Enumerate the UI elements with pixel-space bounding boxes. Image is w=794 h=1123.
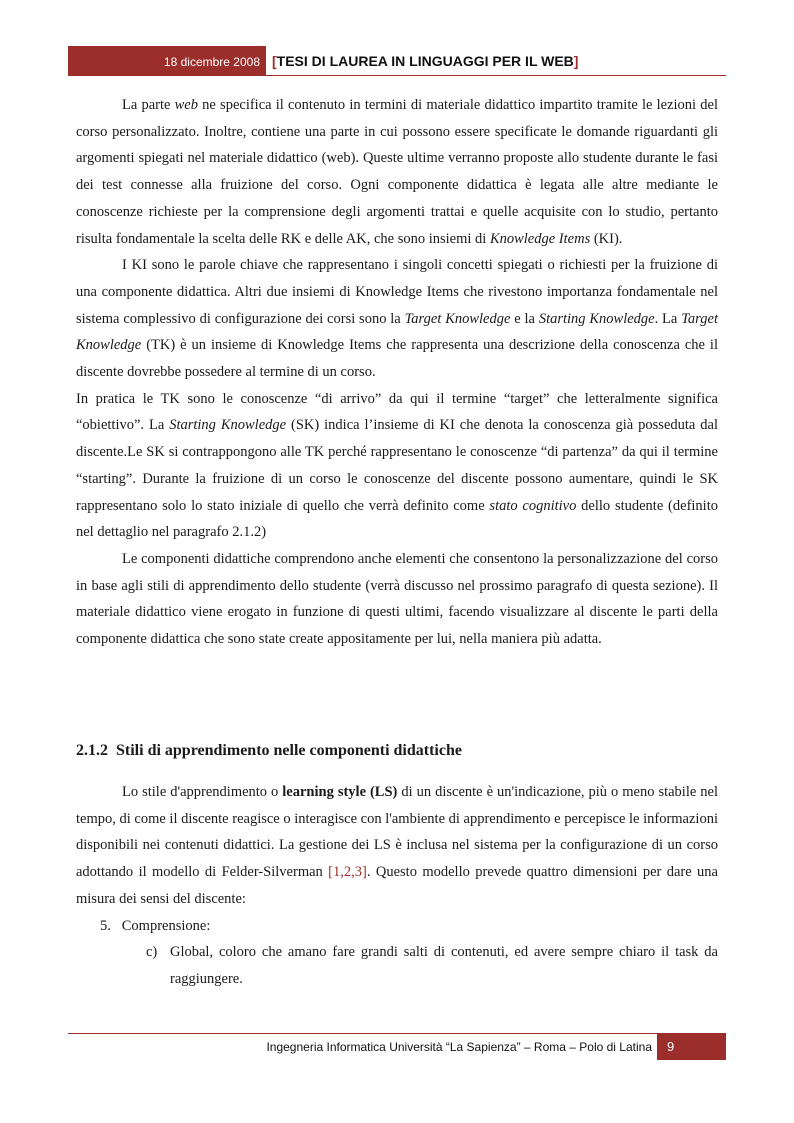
text-run: . La bbox=[654, 310, 682, 327]
sub-list-label: c) bbox=[146, 944, 158, 961]
header-bracket-close: ] bbox=[573, 53, 579, 69]
italic-run: web bbox=[174, 97, 198, 113]
citation-link[interactable]: [1,2,3] bbox=[328, 864, 367, 881]
italic-run: Knowledge Items bbox=[489, 230, 591, 247]
section-heading bbox=[76, 742, 462, 760]
text-run: (TK) è un insieme di Knowledge Items che rappresenta una descrizione della conoscenza che il discente dovrebbe possedere al termine di un corso. bbox=[76, 337, 718, 381]
text-run: di un discente è un'indicazione, più o meno stabile nel tempo, di come il discente reagisce o interagisce con l'ambiente di apprendimento e percepisce le informazioni disponibili nei contenuti didattici. La gestione dei LS è inclusa nel sistema per la configurazione di un corso adottando il modello di Felder-Silverman bbox=[76, 784, 718, 881]
paragraph-ki bbox=[76, 252, 718, 386]
list-item bbox=[76, 913, 718, 940]
paragraph-componenti: Le componenti didattiche comprendono anche elementi che consentono la personalizzazione del corso in base agli stili di apprendimento dello studente (verrà discusso nel prossimo paragrafo di questa sezione). Il materiale didattico viene erogato in funzione di questi ultimi, facendo visualizzare al discente le parti della componente didattica che sono state create appositamente per lui, nella maniera più adatta. bbox=[76, 550, 718, 648]
header-title-text: TESI DI LAUREA IN LINGUAGGI PER IL WEB bbox=[276, 53, 574, 69]
italic-run: Starting Knowledge bbox=[538, 310, 655, 327]
italic-run: Target Knowledge bbox=[76, 310, 718, 354]
list-item-number: 5. bbox=[100, 917, 111, 934]
header-rule bbox=[266, 75, 726, 76]
paragraph-web bbox=[76, 92, 718, 252]
section-number: 2.1.2 bbox=[76, 742, 108, 759]
header-title bbox=[272, 53, 578, 69]
list-item-text: Comprensione: bbox=[121, 917, 211, 934]
text-run: ne specifica il contenuto in termini di materiale didattico impartito tramite le lezioni del corso personalizzato. Inoltre, contiene una parte in cui possono essere specificate le domande riguardanti gli argomenti spiegati nel materiale didattico (web). Queste ultime verranno proposte allo studente durante le fasi dei test connesse alla fruizione del corso. Ogni componente didattica è legata alle altre mediante le conoscenze richieste per la comprensione degli argomenti trattai e quelle acquisite con lo studio, pertanto risulta fondamentale la scelta delle RK e delle AK, che sono insiemi di bbox=[76, 97, 718, 247]
text-run: (SK) indica l’insieme di KI che denota la conoscenza già posseduta dal discente.Le SK si contrappongono alle TK perché rappresentano le conoscenze “di partenza” da qui il termine “starting”. Durante la fruizione di un corso le conoscenze del discente possono aumentare, quindi le SK rappresentano solo lo stato iniziale di quello che verrà definito come bbox=[76, 417, 718, 514]
sub-list-text: Global, coloro che amano fare grandi salti di contenuti, ed avere sempre chiaro il task da raggiungere. bbox=[170, 944, 718, 987]
sub-list-item bbox=[76, 939, 718, 992]
text-run: Lo stile d'apprendimento o bbox=[122, 784, 283, 800]
bold-run: learning style (LS) bbox=[282, 784, 398, 800]
body-text-2 bbox=[76, 779, 718, 993]
header-date: 18 dicembre 2008 bbox=[163, 55, 260, 69]
italic-run: Starting Knowledge bbox=[169, 417, 287, 434]
text-run: (KI). bbox=[590, 230, 623, 247]
text-run: e la bbox=[510, 310, 539, 327]
text-run: I KI sono le parole chiave che rappresentano i singoli concetti spiegati o richiesti per la fruizione di una componente didattica. Altri due insiemi di Knowledge Items che rivestono importanza fondamentale nel sistema complessivo di configurazione dei corsi sono la bbox=[76, 257, 718, 327]
page-number: 9 bbox=[667, 1039, 675, 1054]
footer-text: Ingegneria Informatica Università “La Sapienza” – Roma – Polo di Latina bbox=[266, 1040, 652, 1054]
text-run: La parte bbox=[122, 97, 175, 113]
text-run: dello studente (definito nel dettaglio nel paragrafo 2.1.2) bbox=[76, 497, 718, 541]
header-bracket-open: [ bbox=[272, 53, 277, 69]
footer-rule bbox=[68, 1033, 726, 1034]
body-text bbox=[76, 92, 718, 653]
text-run: . Questo modello prevede quattro dimensioni per dare una misura dei sensi del discente: bbox=[76, 864, 718, 907]
section-title: Stili di apprendimento nelle componenti didattiche bbox=[116, 742, 462, 759]
paragraph-learning-style bbox=[76, 779, 718, 913]
text-run: In pratica le TK sono le conoscenze “di arrivo” da qui il termine “target” che letteralmente significa “obiettivo”. La bbox=[76, 390, 718, 434]
italic-run: stato cognitivo bbox=[489, 497, 577, 514]
italic-run: Target Knowledge bbox=[404, 310, 511, 327]
paragraph-tk bbox=[76, 386, 718, 546]
